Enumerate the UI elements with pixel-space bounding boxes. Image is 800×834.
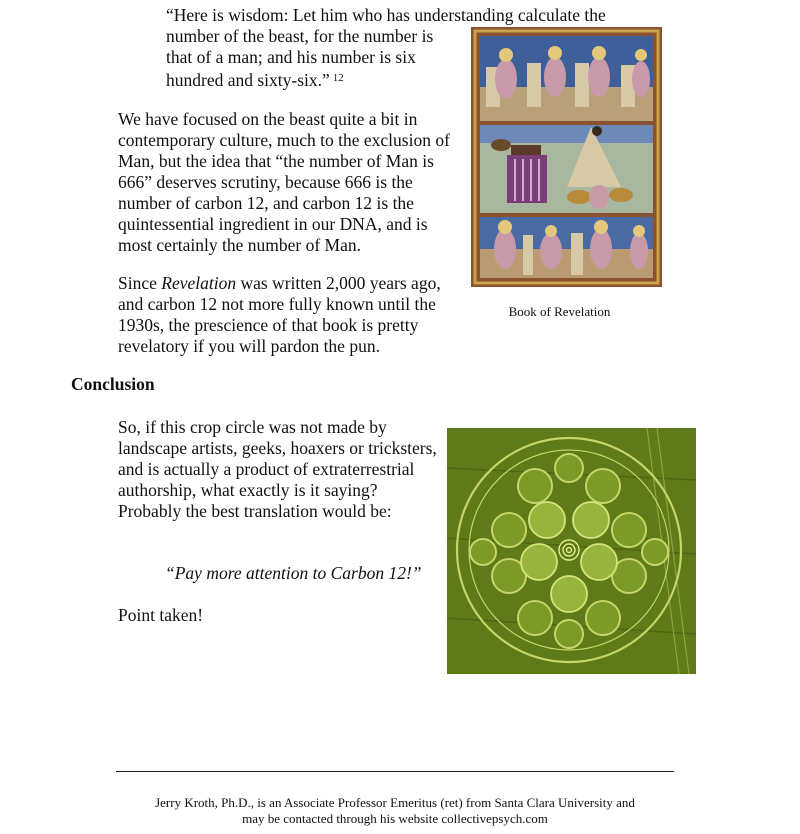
quote-continuation bbox=[166, 26, 456, 91]
quote-rest: number of the beast, for the number is that of a man; and his number is six hundred and sixty-six.” bbox=[166, 26, 434, 90]
carbon-quote: “Pay more attention to Carbon 12!” bbox=[165, 563, 422, 583]
footer-line-2: may be contacted through his website collectivepsych.com bbox=[242, 811, 548, 826]
footer-line-1: Jerry Kroth, Ph.D., is an Associate Professor Emeritus (ret) from Santa Clara University and bbox=[155, 795, 635, 810]
closing-line: Point taken! bbox=[118, 605, 204, 625]
author-footer bbox=[100, 795, 690, 827]
crop-circle-image bbox=[447, 428, 696, 674]
paragraph-revelation-after: was written 2,000 years ago, and carbon 12 not more fully known until the 1930s, the prescience of that book is pretty revelatory if you will pardon the pun. bbox=[118, 273, 441, 356]
section-heading: Conclusion bbox=[71, 374, 155, 394]
book-of-revelation-image bbox=[471, 27, 662, 287]
paragraph-crop-circle: So, if this crop circle was not made by landscape artists, geeks, hoaxers or tricksters, and is actually a product of extraterrestrial authorship, what exactly is it saying? Probably the best translation would be: bbox=[118, 417, 437, 521]
quote-line-1: “Here is wisdom: Let him who has understanding calculate the bbox=[166, 5, 606, 25]
crop-circle-illustration bbox=[447, 428, 696, 674]
paragraph-number-of-man: We have focused on the beast quite a bit in contemporary culture, much to the exclusion of Man, but the idea that “the number of Man is 666” deserves scrutiny, because 666 is the number of carbon 12, and carbon 12 is the quintessential ingredient in our DNA, and is most certainly the number of Man. bbox=[118, 109, 450, 255]
paragraph-revelation-before: Since bbox=[118, 273, 162, 293]
figure-caption: Book of Revelation bbox=[508, 304, 611, 319]
footnote-ref: 12 bbox=[332, 72, 344, 84]
paragraph-revelation bbox=[118, 273, 463, 357]
footer-rule bbox=[116, 771, 674, 772]
revelation-title: Revelation bbox=[161, 273, 237, 293]
manuscript-illustration bbox=[471, 27, 662, 287]
